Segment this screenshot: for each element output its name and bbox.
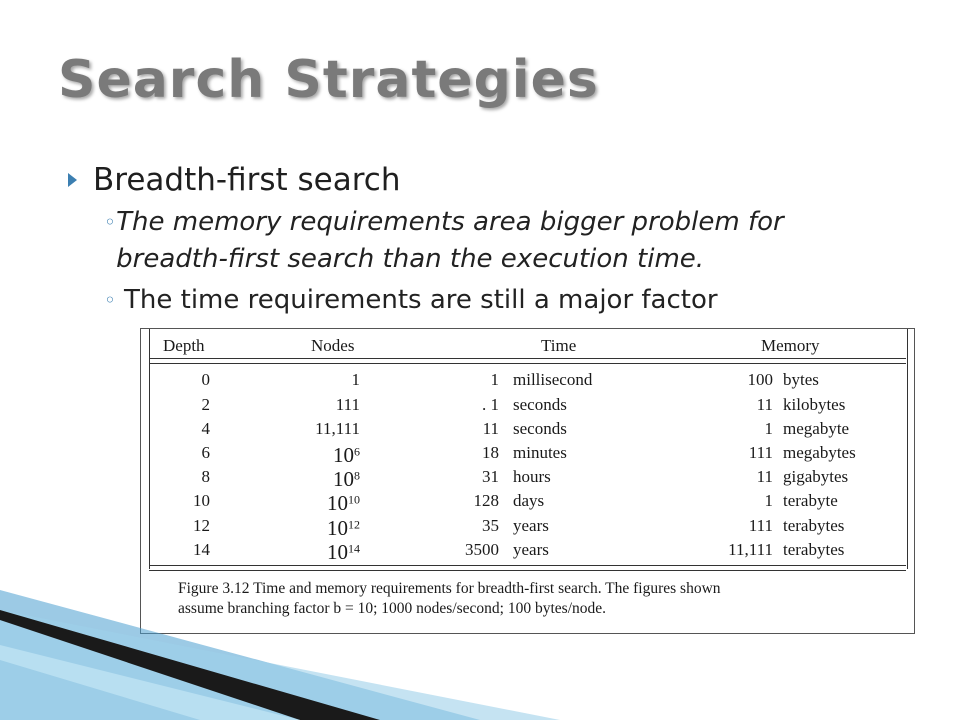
table-row xyxy=(141,467,914,491)
cell-nodes xyxy=(315,419,360,439)
cell-nodes xyxy=(352,370,361,390)
table-rule xyxy=(149,565,906,566)
cell-nodes-exponent: 6 xyxy=(354,444,360,459)
header-nodes: Nodes xyxy=(311,336,355,355)
slide-corner-decoration xyxy=(0,590,960,720)
cell-memory-value: 11 xyxy=(756,395,773,414)
cell-nodes-base: 10 xyxy=(333,443,354,467)
table-row xyxy=(141,419,914,443)
cell-nodes-base: 111 xyxy=(335,395,360,414)
cell-memory-value: 111 xyxy=(748,443,773,462)
cell-time-unit: minutes xyxy=(513,443,567,462)
cell-nodes xyxy=(333,467,360,492)
cell-time-value: 18 xyxy=(482,443,499,462)
cell-memory-value: 11,111 xyxy=(728,540,773,559)
cell-nodes-base: 10 xyxy=(327,540,348,564)
cell-nodes xyxy=(327,540,360,565)
table-row xyxy=(141,540,914,564)
cell-nodes-base: 10 xyxy=(327,516,348,540)
cell-time-value: 35 xyxy=(482,516,499,535)
table-rule xyxy=(149,358,906,359)
sub-bullet-text: The memory requirements area bigger problem for breadth-first search than the execution time. xyxy=(116,207,784,274)
cell-time-unit: seconds xyxy=(513,395,567,414)
cell-nodes xyxy=(327,491,360,516)
cell-memory-value: 111 xyxy=(748,516,773,535)
cell-depth: 14 xyxy=(193,540,210,559)
table-rule xyxy=(149,363,906,364)
cell-nodes-base: 11,111 xyxy=(315,419,360,438)
table-rule xyxy=(149,570,906,571)
cell-time-value: 1 xyxy=(490,370,499,389)
cell-nodes-exponent: 14 xyxy=(348,541,360,556)
cell-time-unit: days xyxy=(513,491,545,510)
table-row xyxy=(141,395,914,419)
figure-3-12 xyxy=(140,328,915,634)
cell-memory-unit: gigabytes xyxy=(783,467,849,486)
header-depth: Depth xyxy=(163,336,205,355)
cell-depth: 0 xyxy=(201,370,210,389)
cell-memory-value: 1 xyxy=(764,491,773,510)
cell-memory-unit: megabyte xyxy=(783,419,850,438)
cell-depth: 2 xyxy=(201,395,210,414)
cell-depth: 6 xyxy=(201,443,210,462)
cell-memory-unit: megabytes xyxy=(783,443,856,462)
cell-depth: 12 xyxy=(193,516,210,535)
caption-line: assume branching factor b = 10; 1000 nodes/second; 100 bytes/node. xyxy=(178,600,607,617)
cell-time-value: 3500 xyxy=(465,540,499,559)
ring-bullet-icon: ◦ xyxy=(104,288,116,312)
ring-bullet-icon: ◦ xyxy=(104,210,116,234)
cell-depth: 4 xyxy=(201,419,210,438)
cell-time-unit: millisecond xyxy=(513,370,593,389)
cell-time-unit: years xyxy=(513,540,549,559)
cell-nodes xyxy=(327,516,360,541)
cell-nodes xyxy=(333,443,360,468)
bullet-label: Breadth-first search xyxy=(93,162,401,198)
cell-time-value: 128 xyxy=(473,491,499,510)
header-time: Time xyxy=(541,336,577,355)
cell-memory-value: 1 xyxy=(764,419,773,438)
cell-time-unit: hours xyxy=(513,467,551,486)
cell-memory-unit: bytes xyxy=(783,370,819,389)
sub-bullet-time xyxy=(104,282,718,319)
cell-memory-value: 100 xyxy=(747,370,773,389)
table-row xyxy=(141,491,914,515)
cell-nodes-exponent: 12 xyxy=(348,517,360,532)
table-row xyxy=(141,516,914,540)
cell-time-value: . 1 xyxy=(482,395,499,414)
cell-time-unit: years xyxy=(513,516,549,535)
cell-memory-unit: terabytes xyxy=(783,516,845,535)
caption-line: Figure 3.12 Time and memory requirements for breadth-first search. The figures shown xyxy=(178,580,721,597)
cell-memory-value: 11 xyxy=(756,467,773,486)
cell-nodes-exponent: 10 xyxy=(348,492,360,507)
cell-memory-unit: terabyte xyxy=(783,491,838,510)
cell-nodes-base: 10 xyxy=(327,491,348,515)
cell-time-unit: seconds xyxy=(513,419,567,438)
cell-memory-unit: terabytes xyxy=(783,540,845,559)
sub-bullet-text: The time requirements are still a major factor xyxy=(124,285,718,315)
header-memory: Memory xyxy=(761,336,820,355)
cell-depth: 8 xyxy=(201,467,210,486)
bullet-breadth-first xyxy=(68,162,400,198)
cell-nodes xyxy=(336,395,360,415)
cell-nodes-exponent: 8 xyxy=(354,468,360,483)
cell-memory-unit: kilobytes xyxy=(783,395,846,414)
cell-depth: 10 xyxy=(193,491,210,510)
cell-nodes-base: 10 xyxy=(333,467,354,491)
sub-bullet-memory xyxy=(104,204,884,278)
cell-time-value: 11 xyxy=(482,419,499,438)
slide-title: Search Strategies xyxy=(58,50,599,110)
cell-nodes-base: 1 xyxy=(351,370,360,389)
table-row xyxy=(141,443,914,467)
cell-time-value: 31 xyxy=(482,467,499,486)
table-row xyxy=(141,370,914,394)
arrow-bullet-icon xyxy=(68,173,77,187)
